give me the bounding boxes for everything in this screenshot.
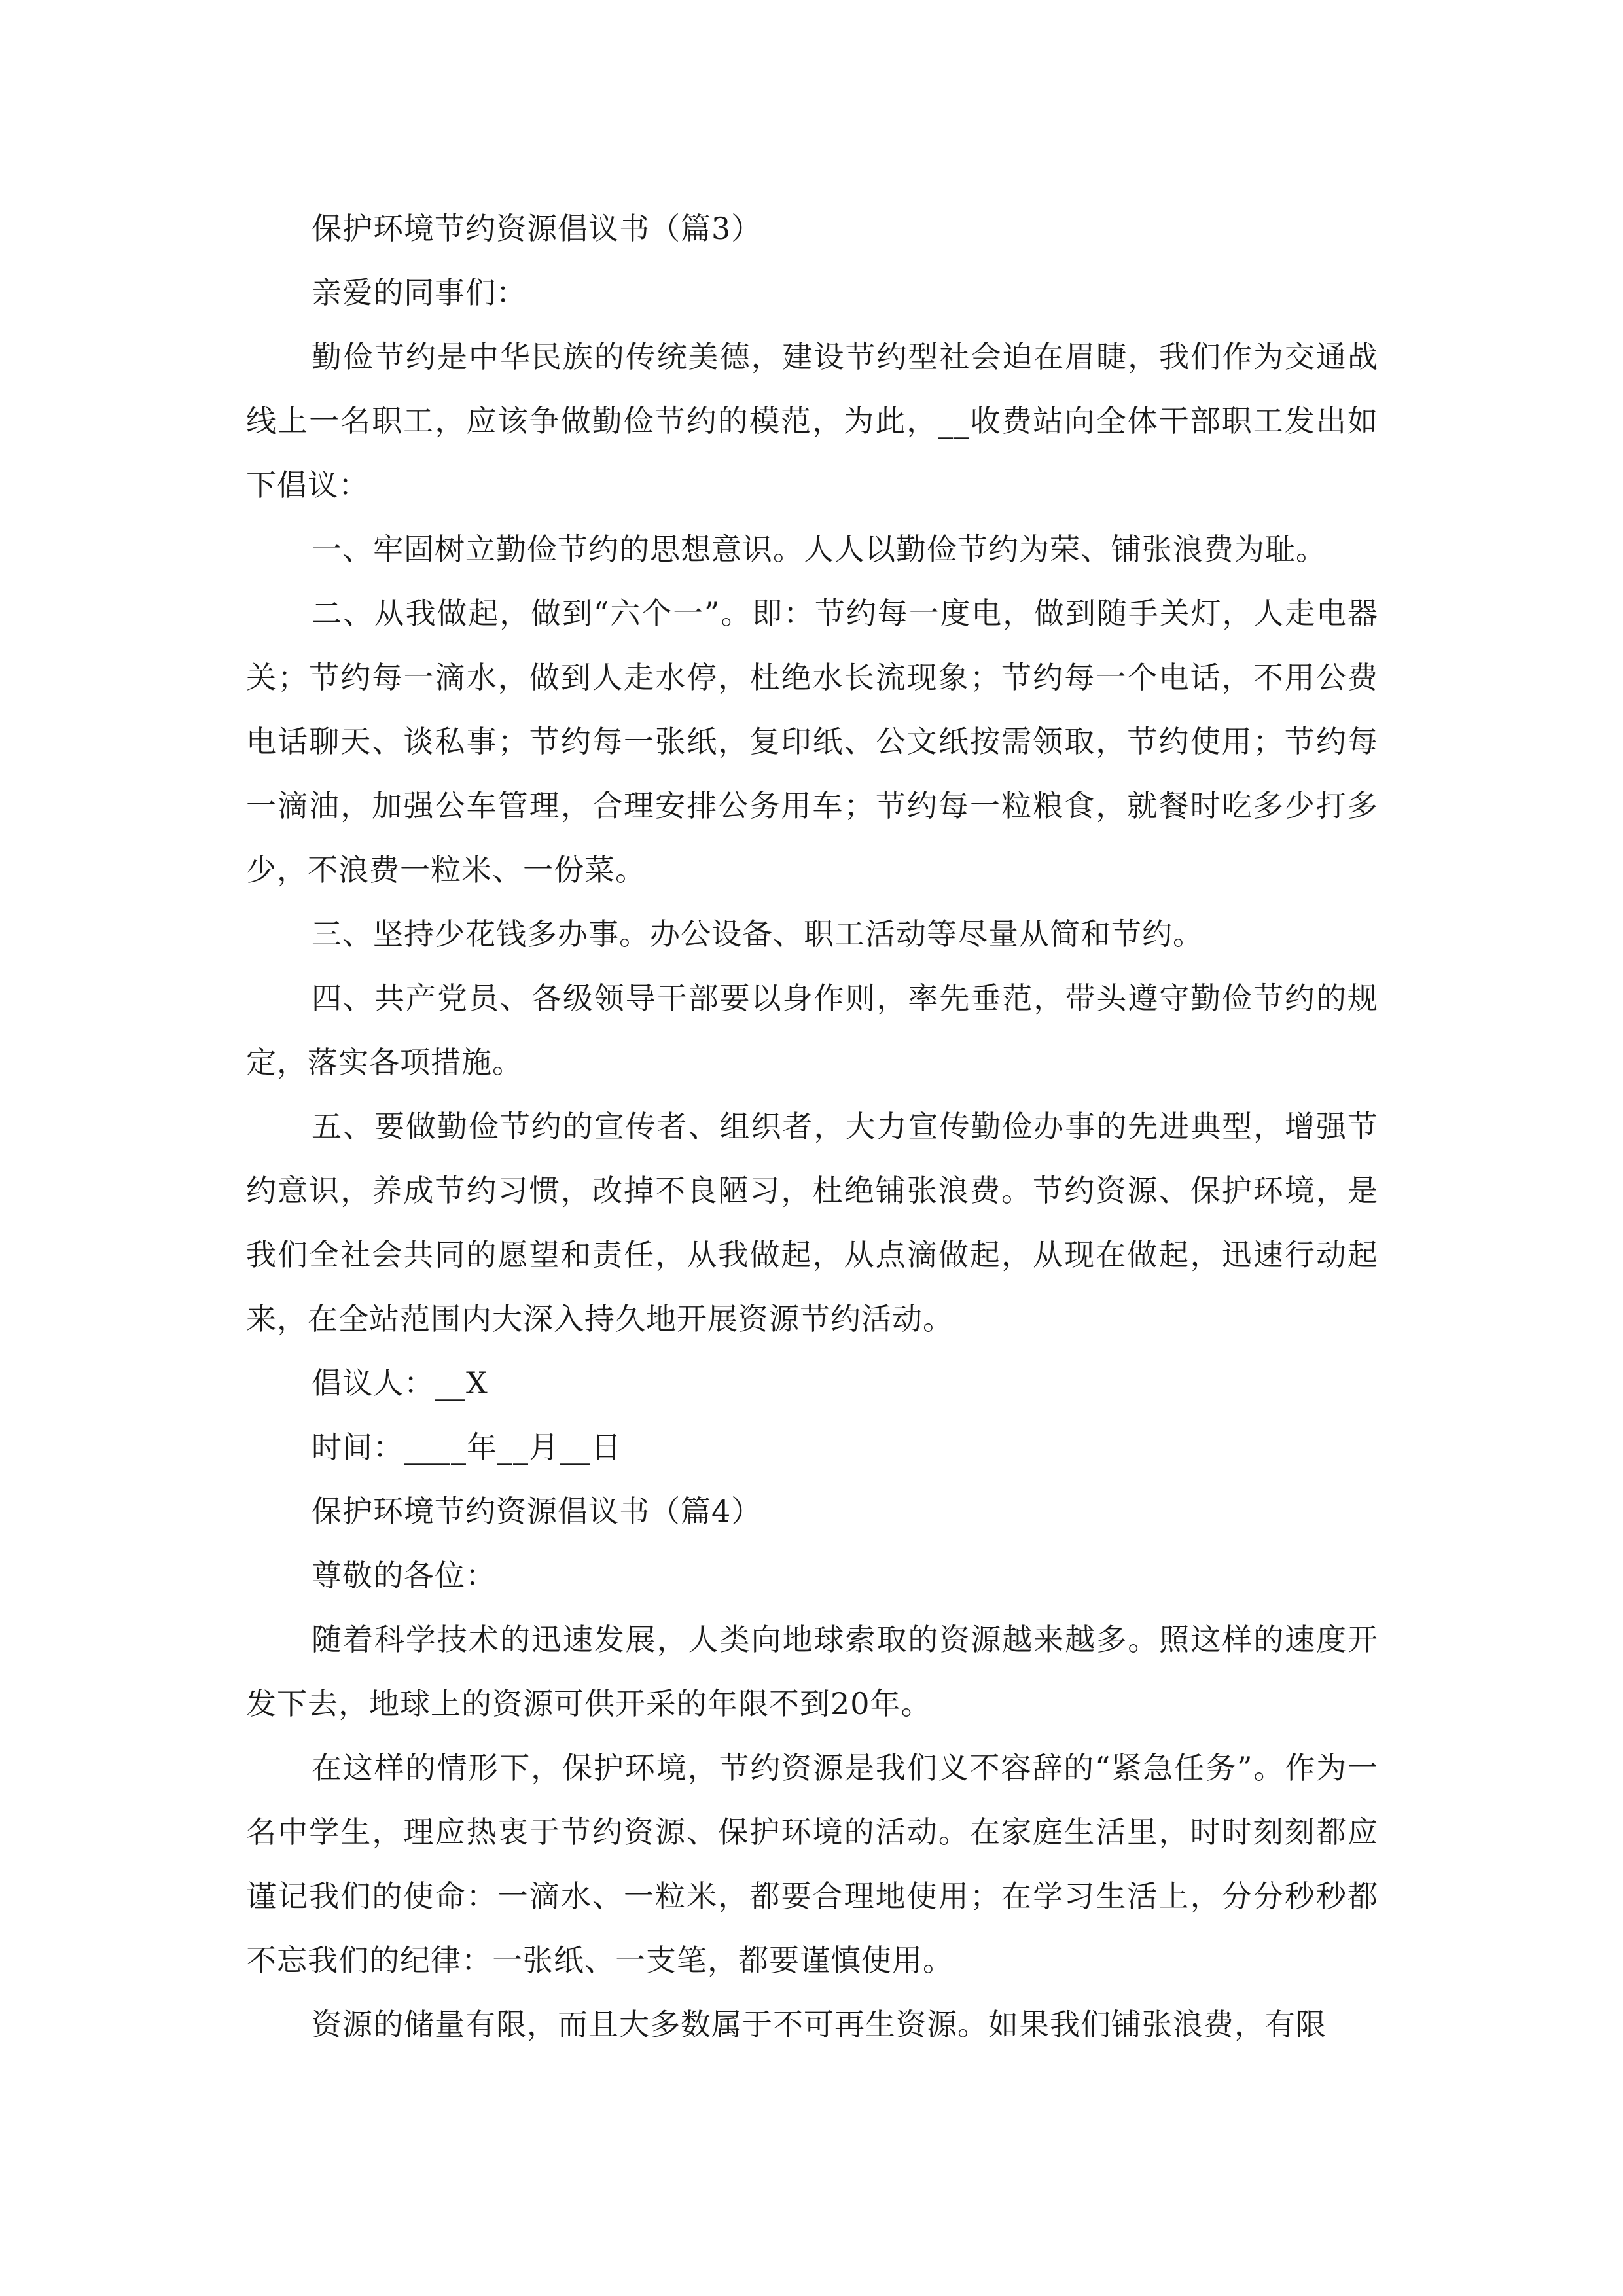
paragraph-urgent-task: 在这样的情形下，保护环境，节约资源是我们义不容辞的“紧急任务”。作为一名中学生，理应热衷于节约资源、保护环境的活动。在家庭生活里，时时刻刻都应谨记我们的使命：一滴水、一粒米，都要合理地使用；在学习生活上，分分秒秒都不忘我们的纪律：一张纸、一支笔，都要谨慎使用。 [246, 1750, 1378, 1978]
date-line: 时间：____年__月__日 [312, 1429, 622, 1465]
document-body [246, 196, 1378, 2056]
section-title-3: 保护环境节约资源倡议书（篇3） [312, 211, 762, 246]
paragraph-development: 随着科学技术的迅速发展，人类向地球索取的资源越来越多。照这样的速度开发下去，地球上的资源可供开采的年限不到20年。 [246, 1622, 1378, 1721]
proposal-item-2: 二、从我做起，做到“六个一”。即：节约每一度电，做到随手关灯，人走电器关；节约每一滴水，做到人走水停，杜绝水长流现象；节约每一个电话，不用公费电话聊天、谈私事；节约每一张纸，复印纸、公文纸按需领取，节约使用；节约每一滴油，加强公车管理，合理安排公务用车；节约每一粒粮食，就餐时吃多少打多少，不浪费一粒米、一份菜。 [246, 596, 1378, 888]
salutation-all: 尊敬的各位： [312, 1558, 496, 1593]
proposal-item-1: 一、牢固树立勤俭节约的思想意识。人人以勤俭节约为荣、铺张浪费为耻。 [312, 531, 1327, 567]
proposer-line: 倡议人：__X [312, 1365, 488, 1401]
paragraph-intro: 勤俭节约是中华民族的传统美德，建设节约型社会迫在眉睫，我们作为交通战线上一名职工，应该争做勤俭节约的模范，为此，__收费站向全体干部职工发出如下倡议： [246, 339, 1378, 503]
proposal-item-5: 五、要做勤俭节约的宣传者、组织者，大力宣传勤俭办事的先进典型，增强节约意识，养成节约习惯，改掉不良陋习，杜绝铺张浪费。节约资源、保护环境，是我们全社会共同的愿望和责任，从我做起，从点滴做起，从现在做起，迅速行动起来，在全站范围内大深入持久地开展资源节约活动。 [246, 1109, 1378, 1336]
salutation-colleagues: 亲爱的同事们： [312, 275, 527, 310]
proposal-item-4: 四、共产党员、各级领导干部要以身作则，率先垂范，带头遵守勤俭节约的规定，落实各项措施。 [246, 980, 1378, 1080]
proposal-item-3: 三、坚持少花钱多办事。办公设备、职工活动等尽量从简和节约。 [312, 916, 1204, 952]
paragraph-limited-resources: 资源的储量有限，而且大多数属于不可再生资源。如果我们铺张浪费，有限 [312, 2007, 1327, 2042]
section-title-4: 保护环境节约资源倡议书（篇4） [312, 1494, 762, 1529]
